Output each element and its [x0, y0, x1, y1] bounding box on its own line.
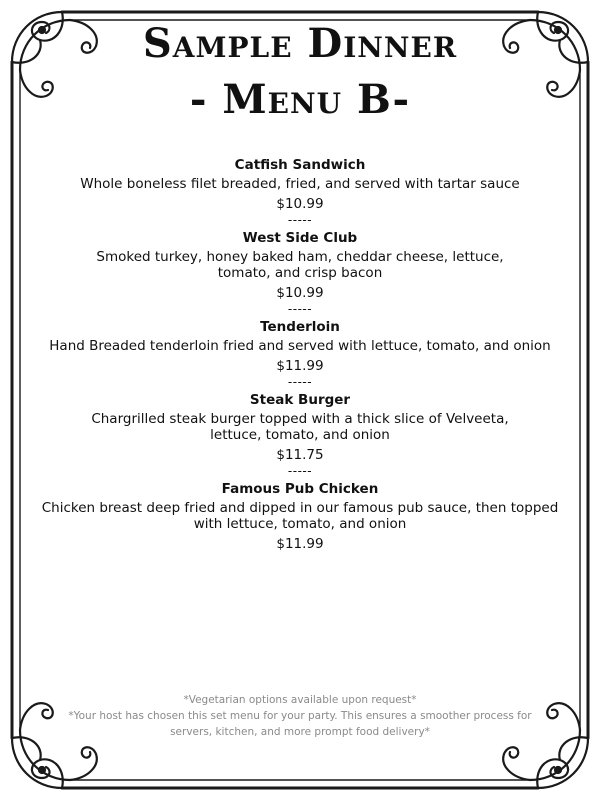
menu-item [30, 229, 570, 316]
item-name: West Side Club [242, 230, 358, 246]
item-price: $11.99 [276, 536, 324, 552]
item-description-line: with lettuce, tomato, and onion [193, 516, 407, 532]
footer-notes [40, 692, 560, 740]
menu-subtitle: - Menu B- [189, 76, 411, 123]
item-description: Whole boneless filet breaded, fried, and served with tartar sauce [80, 176, 520, 192]
item-description [30, 500, 570, 532]
item-separator: ----- [287, 302, 313, 316]
host-note-line: servers, kitchen, and more prompt food delivery* [170, 726, 430, 738]
vegetarian-note: *Vegetarian options available upon request* [183, 694, 417, 706]
menu-title: Sample Dinner [142, 20, 458, 67]
item-description-line: Chargrilled steak burger topped with a thick slice of Velveeta, [91, 411, 509, 427]
item-name: Steak Burger [249, 392, 351, 408]
item-separator: ----- [287, 464, 313, 478]
menu-item [30, 391, 570, 478]
item-price: $11.99 [276, 358, 324, 374]
item-name: Tenderloin [260, 319, 340, 335]
item-name: Famous Pub Chicken [221, 481, 379, 497]
host-note-line: *Your host has chosen this set menu for your party. This ensures a smoother process for [68, 710, 532, 722]
item-name: Catfish Sandwich [234, 157, 366, 173]
item-description [30, 411, 570, 443]
item-description-line: tomato, and crisp bacon [217, 265, 383, 281]
item-price: $11.75 [276, 447, 324, 463]
item-price: $10.99 [276, 196, 324, 212]
item-separator: ----- [287, 375, 313, 389]
item-description: Hand Breaded tenderloin fried and served with lettuce, tomato, and onion [49, 338, 551, 354]
menu-item [30, 480, 570, 553]
menu-item [30, 318, 570, 389]
menu-items [30, 154, 570, 553]
item-description-line: Chicken breast deep fried and dipped in our famous pub sauce, then topped [41, 500, 559, 516]
menu-item [30, 156, 570, 227]
item-separator: ----- [287, 213, 313, 227]
item-description-line: lettuce, tomato, and onion [210, 427, 390, 443]
item-description-line: Smoked turkey, honey baked ham, cheddar cheese, lettuce, [96, 249, 504, 265]
item-description [30, 249, 570, 281]
item-price: $10.99 [276, 285, 324, 301]
